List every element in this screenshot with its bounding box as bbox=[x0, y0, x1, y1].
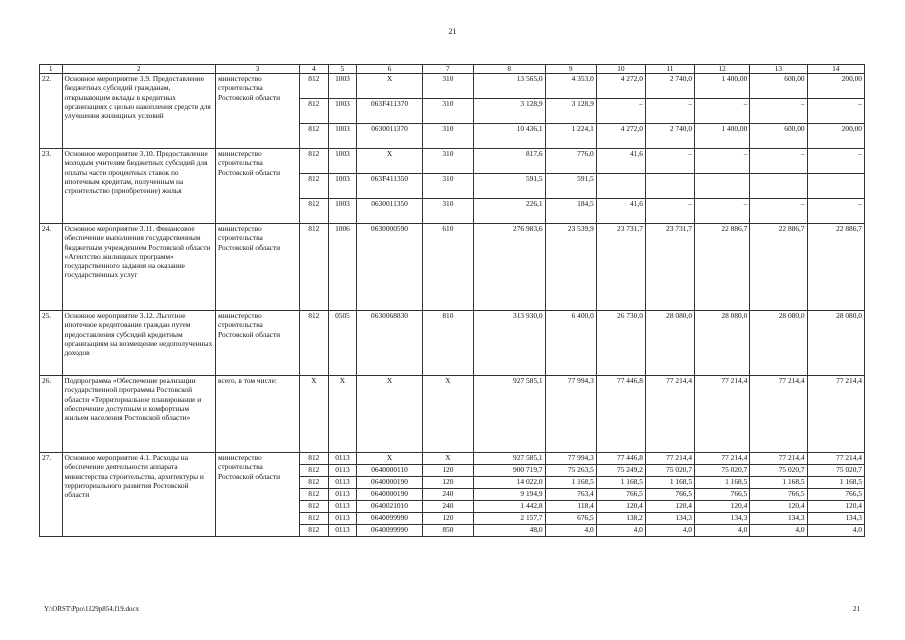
table-cell: 2 157,7 bbox=[473, 513, 545, 525]
table-cell: 1006 bbox=[328, 224, 357, 311]
table-cell: X bbox=[357, 453, 423, 465]
table-cell: 4,0 bbox=[645, 525, 694, 537]
table-cell: 1 168,5 bbox=[545, 477, 596, 489]
table-cell: 23 539,9 bbox=[545, 224, 596, 311]
table-cell: 0113 bbox=[328, 489, 357, 501]
table-cell: 75 020,7 bbox=[750, 465, 807, 477]
table-cell: 134,3 bbox=[750, 513, 807, 525]
table-cell: – bbox=[695, 199, 750, 224]
table-cell: 763,4 bbox=[545, 489, 596, 501]
table-cell: 812 bbox=[299, 224, 328, 311]
table-cell: 4,0 bbox=[695, 525, 750, 537]
table-cell: 75 020,7 bbox=[695, 465, 750, 477]
table-cell: 812 bbox=[299, 501, 328, 513]
row-description: Основное мероприятие 4.1. Расходы на обеспечение деятельности аппарата министерства строительства, архитектуры и территориального развития Ростовской области bbox=[62, 453, 216, 537]
header-cell: 11 bbox=[645, 65, 694, 74]
table-cell: 77 994,3 bbox=[545, 376, 596, 453]
table-cell: 812 bbox=[299, 74, 328, 99]
table-cell: 1003 bbox=[328, 149, 357, 174]
table-cell: 817,6 bbox=[473, 149, 545, 174]
table-cell: 9 194,9 bbox=[473, 489, 545, 501]
table-cell: 134,3 bbox=[695, 513, 750, 525]
table-cell: 4 272,0 bbox=[596, 74, 645, 99]
table-cell: 313 930,0 bbox=[473, 311, 545, 376]
table-cell: 812 bbox=[299, 311, 328, 376]
table-cell: 120,4 bbox=[596, 501, 645, 513]
table-cell: 120 bbox=[422, 477, 473, 489]
table-cell: – bbox=[807, 199, 864, 224]
table-cell: 812 bbox=[299, 453, 328, 465]
table-cell: 0630068830 bbox=[357, 311, 423, 376]
footer-path: Y:\ORST\Ppo\1129p854.f19.docx bbox=[44, 605, 140, 613]
table-cell: 812 bbox=[299, 124, 328, 149]
table-cell: 77 446,8 bbox=[596, 453, 645, 465]
table-cell: 13 565,0 bbox=[473, 74, 545, 99]
row-executor: всего, в том числе: bbox=[216, 376, 300, 453]
table-cell: 1003 bbox=[328, 124, 357, 149]
table-cell: 134,3 bbox=[807, 513, 864, 525]
table-cell: 927 585,1 bbox=[473, 376, 545, 453]
table-cell: 10 436,1 bbox=[473, 124, 545, 149]
table-cell: 77 214,4 bbox=[695, 453, 750, 465]
table-cell bbox=[645, 174, 694, 199]
table-cell: 4,0 bbox=[596, 525, 645, 537]
table-cell: 120,4 bbox=[695, 501, 750, 513]
table-cell: 591,5 bbox=[545, 174, 596, 199]
table-cell: 75 020,7 bbox=[645, 465, 694, 477]
table-cell: 138,2 bbox=[596, 513, 645, 525]
table-cell: 900 719,7 bbox=[473, 465, 545, 477]
row-description: Основное мероприятие 3.10. Предоставление молодым учителям бюджетных субсидий для оплаты части процентных ставок по ипотечным кредитам, полученным на строительство (приобретение) жилья bbox=[62, 149, 216, 224]
table-cell: 1 442,8 bbox=[473, 501, 545, 513]
table-cell: 75 020,7 bbox=[807, 465, 864, 477]
row-description: Основное мероприятие 3.12. Льготное ипотечное кредитование граждан путем предоставления субсидий кредитным организациям на возмещение недополученных доходов bbox=[62, 311, 216, 376]
row-number: 27. bbox=[40, 453, 63, 537]
table-cell: 14 022,0 bbox=[473, 477, 545, 489]
table-cell: 766,5 bbox=[596, 489, 645, 501]
table-row bbox=[40, 74, 865, 99]
table-row bbox=[40, 376, 865, 453]
table-cell: 310 bbox=[422, 124, 473, 149]
table-cell: 77 214,4 bbox=[645, 376, 694, 453]
table-cell bbox=[807, 174, 864, 199]
table-cell: 4,0 bbox=[807, 525, 864, 537]
table-cell: 766,5 bbox=[645, 489, 694, 501]
table-cell: 77 214,4 bbox=[807, 453, 864, 465]
table-cell: 77 446,8 bbox=[596, 376, 645, 453]
header-cell: 4 bbox=[299, 65, 328, 74]
table-cell: 600,00 bbox=[750, 124, 807, 149]
table-cell: X bbox=[422, 376, 473, 453]
header-cell: 13 bbox=[750, 65, 807, 74]
table-cell: 812 bbox=[299, 465, 328, 477]
row-number: 26. bbox=[40, 376, 63, 453]
table-cell: 812 bbox=[299, 513, 328, 525]
table-cell: 120,4 bbox=[750, 501, 807, 513]
table-cell: 4,0 bbox=[545, 525, 596, 537]
table-cell: 4 353,0 bbox=[545, 74, 596, 99]
table-cell: 0640099990 bbox=[357, 513, 423, 525]
table-cell: 77 994,3 bbox=[545, 453, 596, 465]
table-cell: 6 400,0 bbox=[545, 311, 596, 376]
table-cell: 766,5 bbox=[695, 489, 750, 501]
table-cell: 0505 bbox=[328, 311, 357, 376]
table-cell: 28 080,0 bbox=[807, 311, 864, 376]
table-cell: 4,0 bbox=[750, 525, 807, 537]
row-description: Подпрограмма «Обеспечение реализации государственной программы Ростовской области «Территориальное планирование и обеспечение доступным и комфортным жильем населения Ростовской области» bbox=[62, 376, 216, 453]
table-cell: 75 249,2 bbox=[596, 465, 645, 477]
table-cell: 276 983,6 bbox=[473, 224, 545, 311]
row-description: Основное мероприятие 3.11. Финансовое обеспечение выполнения государственным бюджетным учреждением Ростовской области «Агентство жилищных программ» государственного задания на оказание государственных услуг bbox=[62, 224, 216, 311]
table-cell: 766,5 bbox=[750, 489, 807, 501]
header-cell: 12 bbox=[695, 65, 750, 74]
table-cell: 200,00 bbox=[807, 74, 864, 99]
table-cell: 1 168,5 bbox=[807, 477, 864, 489]
table-cell: 610 bbox=[422, 224, 473, 311]
row-number: 25. bbox=[40, 311, 63, 376]
table-cell: – bbox=[750, 199, 807, 224]
table-cell: 28 080,0 bbox=[645, 311, 694, 376]
table-cell: 1 400,00 bbox=[695, 74, 750, 99]
table-cell: 812 bbox=[299, 489, 328, 501]
table-cell: 2 740,0 bbox=[645, 74, 694, 99]
table-cell: 23 731,7 bbox=[596, 224, 645, 311]
table-cell bbox=[750, 174, 807, 199]
header-cell: 3 bbox=[216, 65, 300, 74]
table-cell: 0630000590 bbox=[357, 224, 423, 311]
table-cell: 120 bbox=[422, 465, 473, 477]
table-cell: – bbox=[645, 99, 694, 124]
table-cell: 23 731,7 bbox=[645, 224, 694, 311]
table-cell: 1 400,00 bbox=[695, 124, 750, 149]
row-executor: министерство строительства Ростовской области bbox=[216, 224, 300, 311]
table-cell: – bbox=[807, 99, 864, 124]
header-cell: 10 bbox=[596, 65, 645, 74]
table-cell: 1003 bbox=[328, 174, 357, 199]
table-cell: – bbox=[750, 99, 807, 124]
table-cell: 600,00 bbox=[750, 74, 807, 99]
table-cell: 812 bbox=[299, 477, 328, 489]
table-cell: 226,1 bbox=[473, 199, 545, 224]
table-cell: 1 168,5 bbox=[695, 477, 750, 489]
table-cell: 0630011350 bbox=[357, 199, 423, 224]
table-cell: 310 bbox=[422, 199, 473, 224]
table-cell: 0113 bbox=[328, 453, 357, 465]
table-cell: 120 bbox=[422, 513, 473, 525]
table-row bbox=[40, 149, 865, 174]
table-cell: 77 214,4 bbox=[695, 376, 750, 453]
table-cell: 22 886,7 bbox=[807, 224, 864, 311]
table-cell bbox=[695, 174, 750, 199]
row-number: 23. bbox=[40, 149, 63, 224]
table-cell: 812 bbox=[299, 99, 328, 124]
table-cell: 812 bbox=[299, 174, 328, 199]
table-cell: 41,6 bbox=[596, 149, 645, 174]
table-cell: 120,4 bbox=[645, 501, 694, 513]
table-cell: 1003 bbox=[328, 199, 357, 224]
row-executor: министерство строительства Ростовской области bbox=[216, 149, 300, 224]
header-cell: 14 bbox=[807, 65, 864, 74]
table-cell: 927 585,1 bbox=[473, 453, 545, 465]
table-cell: 310 bbox=[422, 149, 473, 174]
table-cell: 1003 bbox=[328, 74, 357, 99]
table-cell: 310 bbox=[422, 99, 473, 124]
table-cell: 22 886,7 bbox=[750, 224, 807, 311]
table-cell: 0640021010 bbox=[357, 501, 423, 513]
table-cell: 0640099990 bbox=[357, 525, 423, 537]
table-cell: 120,4 bbox=[807, 501, 864, 513]
table-cell: 591,5 bbox=[473, 174, 545, 199]
row-executor: министерство строительства Ростовской области bbox=[216, 311, 300, 376]
table-cell: X bbox=[357, 149, 423, 174]
footer-page-number: 21 bbox=[853, 605, 860, 613]
row-description: Основное мероприятие 3.9. Предоставление бюджетных субсидий гражданам, открывающим вклады в кредитных организациях с целью накопления средств для улучшения жилищных условий bbox=[62, 74, 216, 149]
table-cell: 75 263,5 bbox=[545, 465, 596, 477]
table-cell: 41,6 bbox=[596, 199, 645, 224]
header-cell: 1 bbox=[40, 65, 63, 74]
table-cell: 3 128,9 bbox=[545, 99, 596, 124]
table-cell: 0113 bbox=[328, 477, 357, 489]
table-row bbox=[40, 311, 865, 376]
table-cell: 850 bbox=[422, 525, 473, 537]
table-cell: 77 214,4 bbox=[750, 453, 807, 465]
header-cell: 7 bbox=[422, 65, 473, 74]
table-cell: 0113 bbox=[328, 525, 357, 537]
table-cell: 77 214,4 bbox=[645, 453, 694, 465]
header-cell: 8 bbox=[473, 65, 545, 74]
table-cell: 0113 bbox=[328, 465, 357, 477]
row-executor: министерство строительства Ростовской области bbox=[216, 453, 300, 537]
header-row bbox=[40, 65, 865, 74]
table-cell: 812 bbox=[299, 525, 328, 537]
table-cell: – bbox=[695, 99, 750, 124]
table-cell: 184,5 bbox=[545, 199, 596, 224]
table-row bbox=[40, 453, 865, 465]
table-cell: 063F411350 bbox=[357, 174, 423, 199]
table-cell: X bbox=[299, 376, 328, 453]
table-cell: 310 bbox=[422, 174, 473, 199]
header-cell: 9 bbox=[545, 65, 596, 74]
table-cell: 0640000110 bbox=[357, 465, 423, 477]
table-cell: – bbox=[750, 149, 807, 174]
table-row bbox=[40, 224, 865, 311]
table-cell bbox=[596, 174, 645, 199]
row-executor: министерство строительства Ростовской области bbox=[216, 74, 300, 149]
table-cell: X bbox=[357, 376, 423, 453]
table-cell: 77 214,4 bbox=[807, 376, 864, 453]
table-cell: 812 bbox=[299, 149, 328, 174]
table-cell: 48,0 bbox=[473, 525, 545, 537]
table-cell: 118,4 bbox=[545, 501, 596, 513]
table-cell: 766,5 bbox=[807, 489, 864, 501]
table-cell: – bbox=[645, 199, 694, 224]
table-cell: 134,3 bbox=[645, 513, 694, 525]
table-cell: 200,00 bbox=[807, 124, 864, 149]
table-cell: 1 168,5 bbox=[750, 477, 807, 489]
table-cell: – bbox=[596, 99, 645, 124]
table-cell: X bbox=[422, 453, 473, 465]
table-cell: 22 886,7 bbox=[695, 224, 750, 311]
header-cell: 5 bbox=[328, 65, 357, 74]
table-cell: – bbox=[695, 149, 750, 174]
table-cell: X bbox=[357, 74, 423, 99]
table-cell: 1 224,1 bbox=[545, 124, 596, 149]
header-cell: 6 bbox=[357, 65, 423, 74]
budget-table bbox=[39, 64, 865, 537]
table-cell: 1 168,5 bbox=[645, 477, 694, 489]
table-cell: 310 bbox=[422, 74, 473, 99]
table-cell: 776,0 bbox=[545, 149, 596, 174]
table-cell: 240 bbox=[422, 501, 473, 513]
header-cell: 2 bbox=[62, 65, 216, 74]
table-cell: 28 080,0 bbox=[750, 311, 807, 376]
table-cell: 0113 bbox=[328, 513, 357, 525]
table-cell: 812 bbox=[299, 199, 328, 224]
table-cell: 3 128,9 bbox=[473, 99, 545, 124]
table-cell: 063F411370 bbox=[357, 99, 423, 124]
table-cell: 1 168,5 bbox=[596, 477, 645, 489]
table-cell: 1003 bbox=[328, 99, 357, 124]
table-cell: 77 214,4 bbox=[750, 376, 807, 453]
table-cell: 28 080,0 bbox=[695, 311, 750, 376]
row-number: 24. bbox=[40, 224, 63, 311]
table-cell: 0113 bbox=[328, 501, 357, 513]
table-cell: 0640000190 bbox=[357, 489, 423, 501]
table-cell: X bbox=[328, 376, 357, 453]
table-cell: 0630011370 bbox=[357, 124, 423, 149]
page-number-top: 21 bbox=[448, 27, 457, 36]
table-cell: 4 272,0 bbox=[596, 124, 645, 149]
table-cell: 0640000190 bbox=[357, 477, 423, 489]
table-cell: – bbox=[645, 149, 694, 174]
table-cell: 26 730,0 bbox=[596, 311, 645, 376]
table-cell: – bbox=[807, 149, 864, 174]
table-cell: 240 bbox=[422, 489, 473, 501]
table-cell: 2 740,0 bbox=[645, 124, 694, 149]
table-cell: 810 bbox=[422, 311, 473, 376]
table-cell: 676,5 bbox=[545, 513, 596, 525]
row-number: 22. bbox=[40, 74, 63, 149]
